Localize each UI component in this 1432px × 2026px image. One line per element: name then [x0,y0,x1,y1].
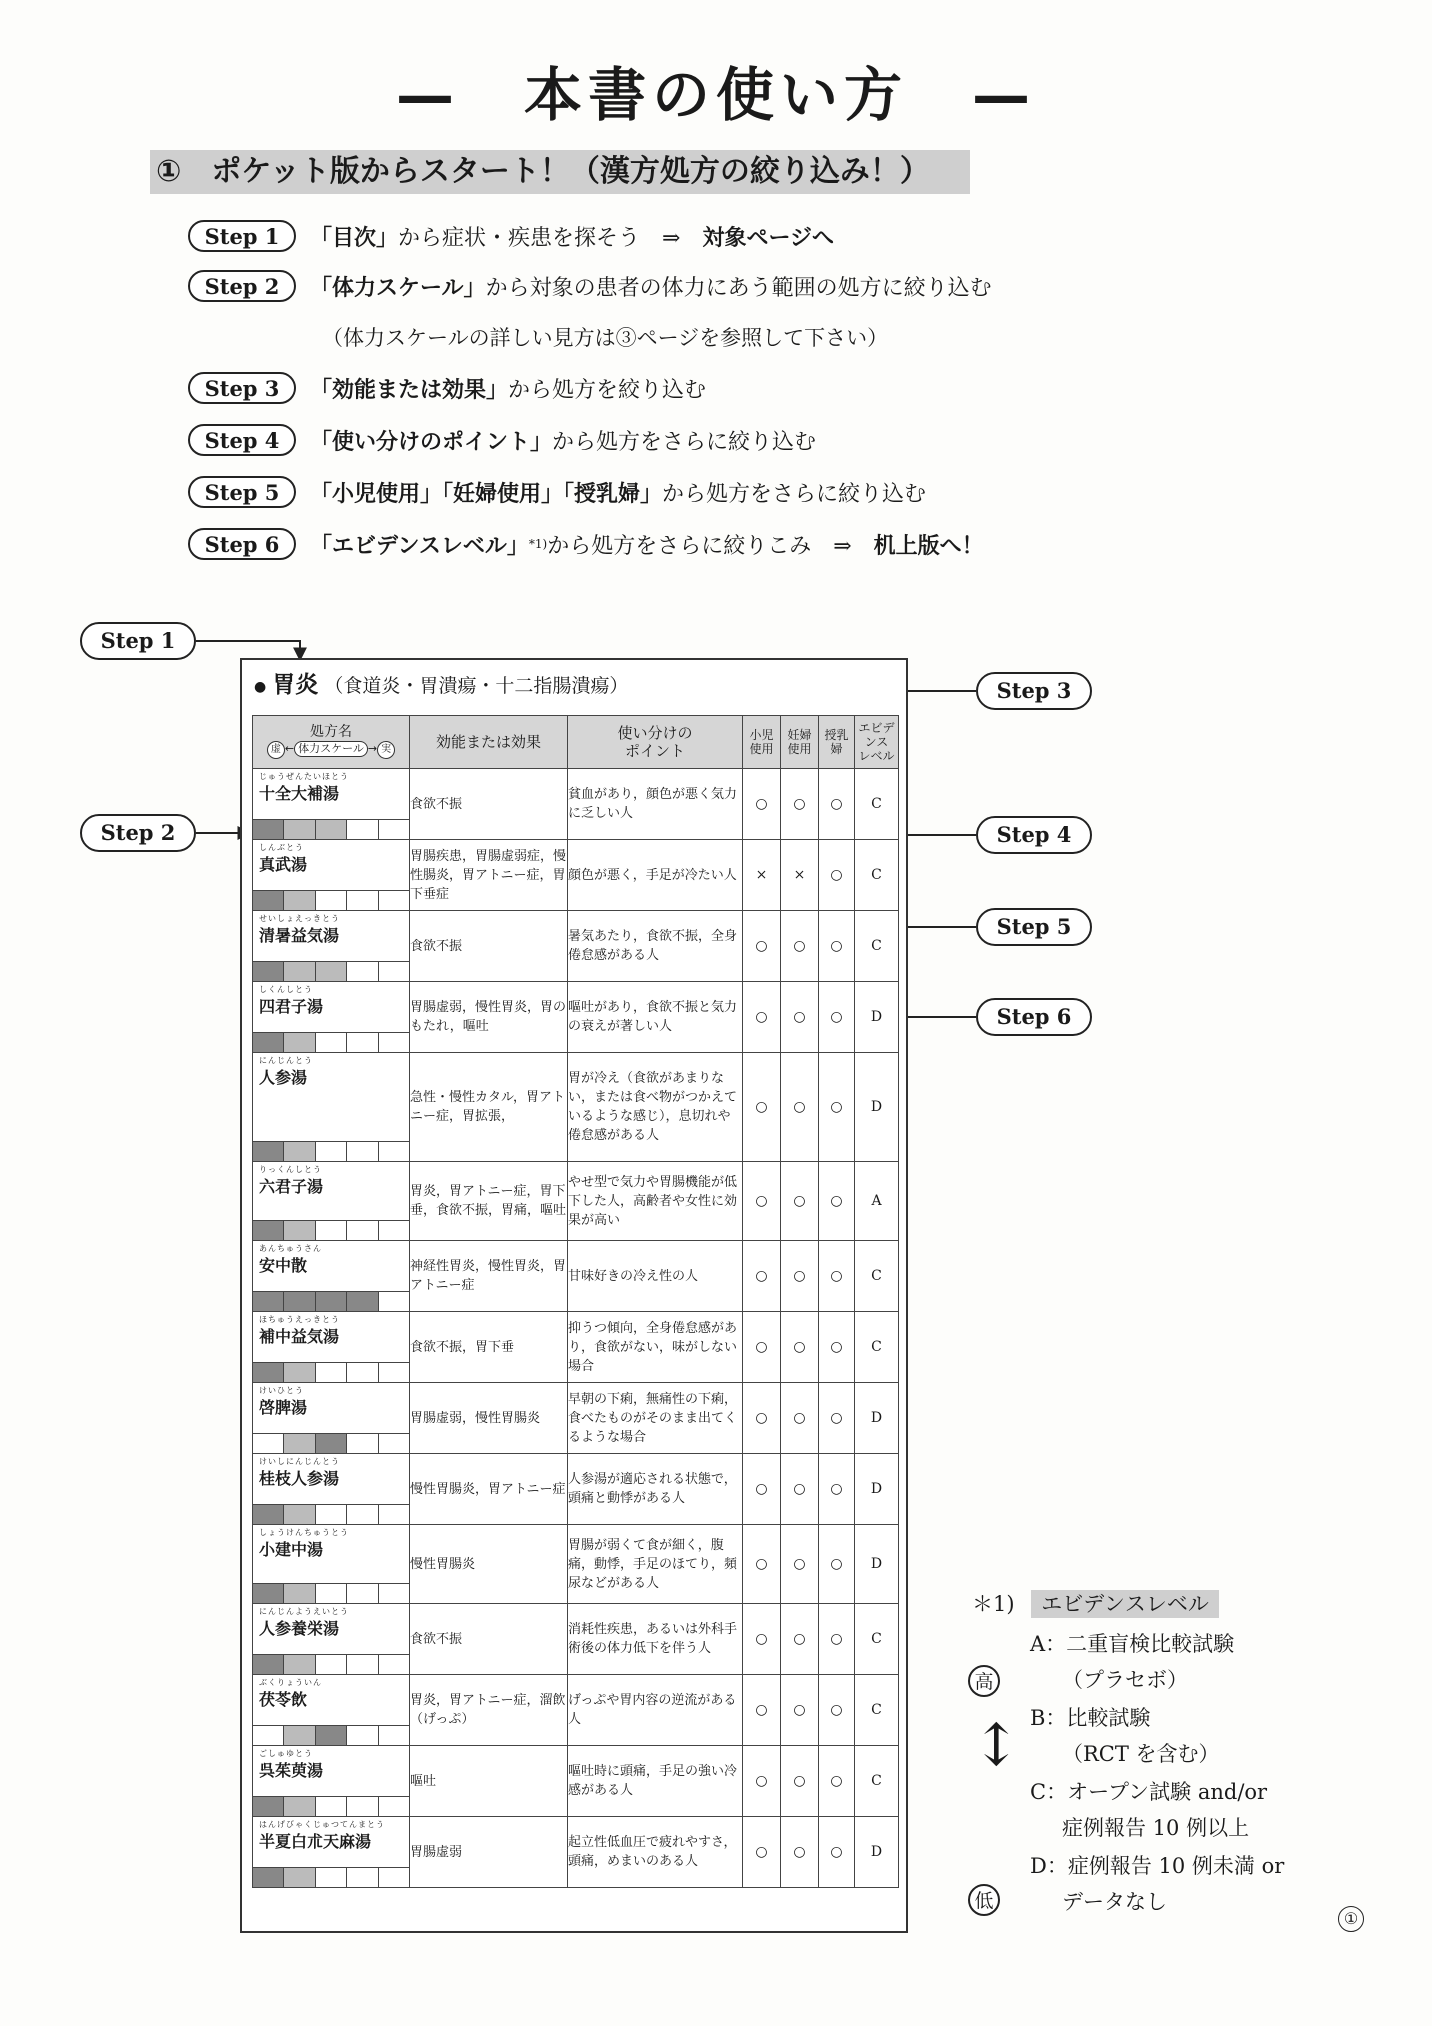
usage-cell: 嘔吐があり，食欲不振と気力の衰えが著しい人 [568,982,743,1053]
child-cell: ○ [743,982,781,1053]
table-row [253,1162,899,1241]
child-cell: ○ [743,769,781,840]
callout-step5: Step 5 [976,908,1092,946]
footnote-marker: ＊1) [972,1592,1015,1616]
usage-cell: 消耗性疾患，あるいは外科手術後の体力低下を伴う人 [568,1604,743,1675]
usage-cell: 早朝の下痢，無痛性の下痢，食べたものがそのまま出てくるような場合 [568,1383,743,1454]
table-row [253,911,899,982]
lactation-cell: ○ [819,1312,855,1383]
name-cell: じゅうぜんたいほとう 十全大補湯 [253,769,410,840]
pregnant-cell: ○ [781,1817,819,1888]
name-cell: にんじんとう 人参湯 [253,1053,410,1162]
lactation-cell: ○ [819,911,855,982]
usage-cell: 胃が冷え（食欲があまりない，または食べ物がつかえているような感じ），息切れや倦怠感がある人 [568,1053,743,1162]
prescription-name: 安中散 [259,1256,308,1275]
category-subtitle: （食道炎・胃潰瘍・十二指腸潰瘍） [324,675,629,697]
child-cell: ○ [743,911,781,982]
prescription-name: 半夏白朮天麻湯 [259,1832,372,1851]
usage-cell: 甘味好きの冷え性の人 [568,1241,743,1312]
effect-cell: 胃炎，胃アトニー症，胃下垂，食欲不振，胃痛，嘔吐 [410,1162,568,1241]
strength-scale-bar [253,890,409,910]
page-title: — 本書の使い方 — [395,61,1036,129]
callout-step2: Step 2 [80,814,196,852]
header-usage: 使い分けの ポイント [568,716,743,769]
table-row [253,1746,899,1817]
header-child: 小児 使用 [743,716,781,769]
effect-cell: 急性・慢性カタル，胃アトニー症，胃拡張， [410,1053,568,1162]
prescription-name: 清暑益気湯 [259,926,340,945]
evidence-cell: A [855,1162,899,1241]
category-name: 胃炎 [272,672,319,698]
table-row [253,1604,899,1675]
step-pill: Step 2 [188,270,296,302]
usage-cell: 貧血があり，顔色が悪く気力に乏しい人 [568,769,743,840]
callout-step3: Step 3 [976,672,1092,710]
effect-cell: 食欲不振 [410,769,568,840]
evidence-item-b: B：比較試験 [1030,1706,1151,1730]
prescription-name: 十全大補湯 [259,784,340,803]
strength-scale-bar [253,1362,409,1382]
table-row [253,769,899,840]
usage-cell: 顔色が悪く，手足が冷たい人 [568,840,743,911]
table-body [253,769,899,1888]
header-name: 処方名 虚 ← 体力スケール → 実 [253,716,410,769]
table-row [253,1383,899,1454]
usage-cell: 嘔吐時に頭痛，手足の強い冷感がある人 [568,1746,743,1817]
prescription-name: 人参養栄湯 [259,1619,340,1638]
evidence-cell: C [855,1746,899,1817]
prescription-name: 補中益気湯 [259,1327,340,1346]
usage-cell: 抑うつ傾向，全身倦怠感があり，食欲がない，味がしない場合 [568,1312,743,1383]
lactation-cell: ○ [819,1454,855,1525]
step-pill: Step 3 [188,372,296,404]
lactation-cell: ○ [819,1675,855,1746]
evidence-cell: D [855,1454,899,1525]
name-cell: しょうけんちゅうとう 小建中湯 [253,1525,410,1604]
page-number: ① [1338,1906,1364,1932]
name-cell: けいしにんじんとう 桂枝人参湯 [253,1454,410,1525]
step-text: から処方を絞り込む [508,377,707,403]
evidence-item-a-sub: （プラセボ） [1062,1668,1188,1692]
name-cell: せいしょえっきとう 清暑益気湯 [253,911,410,982]
evidence-item-c: C：オープン試験 and/or [1030,1780,1268,1804]
lactation-cell: ○ [819,840,855,911]
evidence-legend-tag: エビデンスレベル [1031,1590,1219,1618]
prescription-name: 桂枝人参湯 [259,1469,340,1488]
evidence-cell: C [855,769,899,840]
section-heading: ① ポケット版からスタート！（漢方処方の絞り込み！） [150,150,970,194]
pregnant-cell: ○ [781,1162,819,1241]
evidence-cell: C [855,840,899,911]
evidence-item-a: A：二重盲検比較試験 [1030,1632,1235,1656]
evidence-cell: D [855,1383,899,1454]
name-cell: しんぶとう 真武湯 [253,840,410,911]
prescription-table [252,715,899,1888]
child-cell: ○ [743,1162,781,1241]
step-key: 「体力スケール」 [310,275,486,301]
step-pill: Step 1 [188,220,296,252]
strength-scale-legend: 虚 ← 体力スケール → 実 [267,742,395,755]
evidence-legend-title [972,1588,1219,1618]
header-pregnant: 妊婦 使用 [781,716,819,769]
lactation-cell: ○ [819,1053,855,1162]
child-cell: ○ [743,1454,781,1525]
table-row [253,840,899,911]
name-cell: しくんしとう 四君子湯 [253,982,410,1053]
name-cell: ぶくりょういん 茯苓飲 [253,1675,410,1746]
pregnant-cell: ○ [781,911,819,982]
child-cell: ○ [743,1241,781,1312]
pregnant-cell: ○ [781,1675,819,1746]
prescription-name: 真武湯 [259,855,308,874]
prescription-name: 呉茱萸湯 [259,1761,324,1780]
prescription-name: 小建中湯 [259,1540,324,1559]
name-cell: りっくんしとう 六君子湯 [253,1162,410,1241]
strength-scale-bar [253,819,409,839]
header-effect: 効能または効果 [410,716,568,769]
effect-cell: 胃腸虚弱，慢性胃腸炎 [410,1383,568,1454]
prescription-name: 六君子湯 [259,1177,324,1196]
effect-cell: 慢性胃腸炎，胃アトニー症 [410,1454,568,1525]
high-icon: 高 [968,1665,1000,1697]
step-key: 「使い分けのポイント」 [310,429,553,455]
evidence-cell: D [855,1525,899,1604]
lactation-cell: ○ [819,1383,855,1454]
strength-scale-bar [253,1141,409,1161]
effect-cell: 嘔吐 [410,1746,568,1817]
up-down-arrow-icon: ↕ [972,1711,1021,1779]
strength-scale-bar [253,1433,409,1453]
step-text: から処方をさらに絞りこみ ⇒ [547,533,874,559]
evidence-cell: D [855,1053,899,1162]
child-cell: ○ [743,1746,781,1817]
lactation-cell: ○ [819,1817,855,1888]
step2-note: （体力スケールの詳しい見方は③ページを参照して下さい） [322,326,889,350]
evidence-cell: D [855,982,899,1053]
pregnant-cell: ○ [781,1053,819,1162]
lactation-cell: ○ [819,1604,855,1675]
evidence-cell: C [855,1241,899,1312]
lactation-cell: ○ [819,982,855,1053]
table-row [253,1817,899,1888]
lactation-cell: ○ [819,1162,855,1241]
lactation-cell: ○ [819,1525,855,1604]
evidence-item-c-sub: 症例報告 10 例以上 [1062,1816,1250,1840]
pregnant-cell: × [781,840,819,911]
effect-cell: 食欲不振，胃下垂 [410,1312,568,1383]
step-key: 「効能または効果」 [310,377,509,403]
callout-step4: Step 4 [976,816,1092,854]
child-cell: ○ [743,1312,781,1383]
evidence-item-d: D：症例報告 10 例未満 or [1030,1854,1285,1878]
step-key: 「小児使用」「妊婦使用」「授乳婦」 [310,481,663,507]
header-lactation: 授乳 婦 [819,716,855,769]
usage-cell: 人参湯が適応される状態で，頭痛と動悸がある人 [568,1454,743,1525]
table-row [253,982,899,1053]
effect-cell: 食欲不振 [410,911,568,982]
table-row [253,1312,899,1383]
effect-cell: 慢性胃腸炎 [410,1525,568,1604]
evidence-item-d-sub: データなし [1062,1890,1167,1914]
child-cell: ○ [743,1817,781,1888]
lactation-cell: ○ [819,1241,855,1312]
header-evidence: エビデ ンス レベル [855,716,899,769]
step-pill: Step 5 [188,476,296,508]
step-key: 「エビデンスレベル」 [310,533,529,559]
step-text: から対象の患者の体力にあう範囲の処方に絞り込む [485,275,992,301]
strength-scale-bar [253,1220,409,1240]
footnote-ref: *1) [528,537,548,551]
pregnant-cell: ○ [781,1454,819,1525]
effect-cell: 胃腸虚弱 [410,1817,568,1888]
step-tail: 対象ページへ [702,225,835,251]
child-cell: ○ [743,1053,781,1162]
strength-scale-bar [253,1291,409,1311]
name-cell: にんじんようえいとう 人参養栄湯 [253,1604,410,1675]
pregnant-cell: ○ [781,982,819,1053]
evidence-cell: C [855,1604,899,1675]
effect-cell: 食欲不振 [410,1604,568,1675]
table-row [253,1525,899,1604]
strength-scale-bar [253,1032,409,1052]
usage-cell: 暑気あたり，食欲不振，全身倦怠感がある人 [568,911,743,982]
table-header-row [253,716,899,769]
pregnant-cell: ○ [781,1604,819,1675]
prescription-name: 茯苓飲 [259,1690,308,1709]
evidence-item-b-sub: （RCT を含む） [1062,1742,1220,1766]
table-row [253,1053,899,1162]
name-cell: ほちゅうえっきとう 補中益気湯 [253,1312,410,1383]
pregnant-cell: ○ [781,1241,819,1312]
table-row [253,1675,899,1746]
effect-cell: 胃炎，胃アトニー症，溜飲（げっぷ） [410,1675,568,1746]
strength-scale-bar [253,1867,409,1887]
pregnant-cell: ○ [781,769,819,840]
callout-step1: Step 1 [80,622,196,660]
pregnant-cell: ○ [781,1525,819,1604]
step-text: から処方をさらに絞り込む [552,429,817,455]
strength-scale-bar [253,1725,409,1745]
step-pill: Step 4 [188,424,296,456]
table-row [253,1241,899,1312]
usage-cell: げっぷや胃内容の逆流がある人 [568,1675,743,1746]
child-cell: ○ [743,1383,781,1454]
usage-cell: 胃腸が弱くて食が細く，腹痛，動悸，手足のほてり，頻尿などがある人 [568,1525,743,1604]
evidence-cell: C [855,911,899,982]
prescription-name: 啓脾湯 [259,1398,308,1417]
strength-scale-bar [253,1583,409,1603]
name-cell: あんちゅうさん 安中散 [253,1241,410,1312]
usage-cell: 起立性低血圧で疲れやすさ，頭痛，めまいのある人 [568,1817,743,1888]
effect-cell: 胃腸疾患，胃腸虚弱症，慢性腸炎，胃アトニー症，胃下垂症 [410,840,568,911]
step-tail: 机上版へ！ [873,533,984,559]
low-icon: 低 [968,1884,1000,1916]
strength-scale-bar [253,1796,409,1816]
evidence-cell: C [855,1675,899,1746]
prescription-name: 人参湯 [259,1068,308,1087]
effect-cell: 胃腸虚弱，慢性胃炎，胃のもたれ，嘔吐 [410,982,568,1053]
step-key: 「目次」 [310,225,399,251]
child-cell: × [743,840,781,911]
table-row [253,1454,899,1525]
pregnant-cell: ○ [781,1383,819,1454]
step-text: から処方をさらに絞り込む [662,481,927,507]
lactation-cell: ○ [819,1746,855,1817]
usage-cell: やせ型で気力や胃腸機能が低下した人，高齢者や女性に効果が高い [568,1162,743,1241]
child-cell: ○ [743,1675,781,1746]
lactation-cell: ○ [819,769,855,840]
category-heading [254,666,628,699]
strength-scale-bar [253,1504,409,1524]
prescription-name: 四君子湯 [259,997,324,1016]
child-cell: ○ [743,1525,781,1604]
child-cell: ○ [743,1604,781,1675]
evidence-cell: C [855,1312,899,1383]
name-cell: はんげびゃくじゅつてんまとう 半夏白朮天麻湯 [253,1817,410,1888]
strength-scale-bar [253,961,409,981]
name-cell: けいひとう 啓脾湯 [253,1383,410,1454]
pregnant-cell: ○ [781,1746,819,1817]
name-cell: ごしゅゆとう 呉茱萸湯 [253,1746,410,1817]
step-text: から症状・疾患を探そう ⇒ [398,225,703,251]
strength-scale-bar [253,1654,409,1674]
effect-cell: 神経性胃炎，慢性胃炎，胃アトニー症 [410,1241,568,1312]
step-pill: Step 6 [188,528,296,560]
evidence-cell: D [855,1817,899,1888]
pregnant-cell: ○ [781,1312,819,1383]
bullet-icon: ● [254,679,267,695]
callout-step6: Step 6 [976,998,1092,1036]
